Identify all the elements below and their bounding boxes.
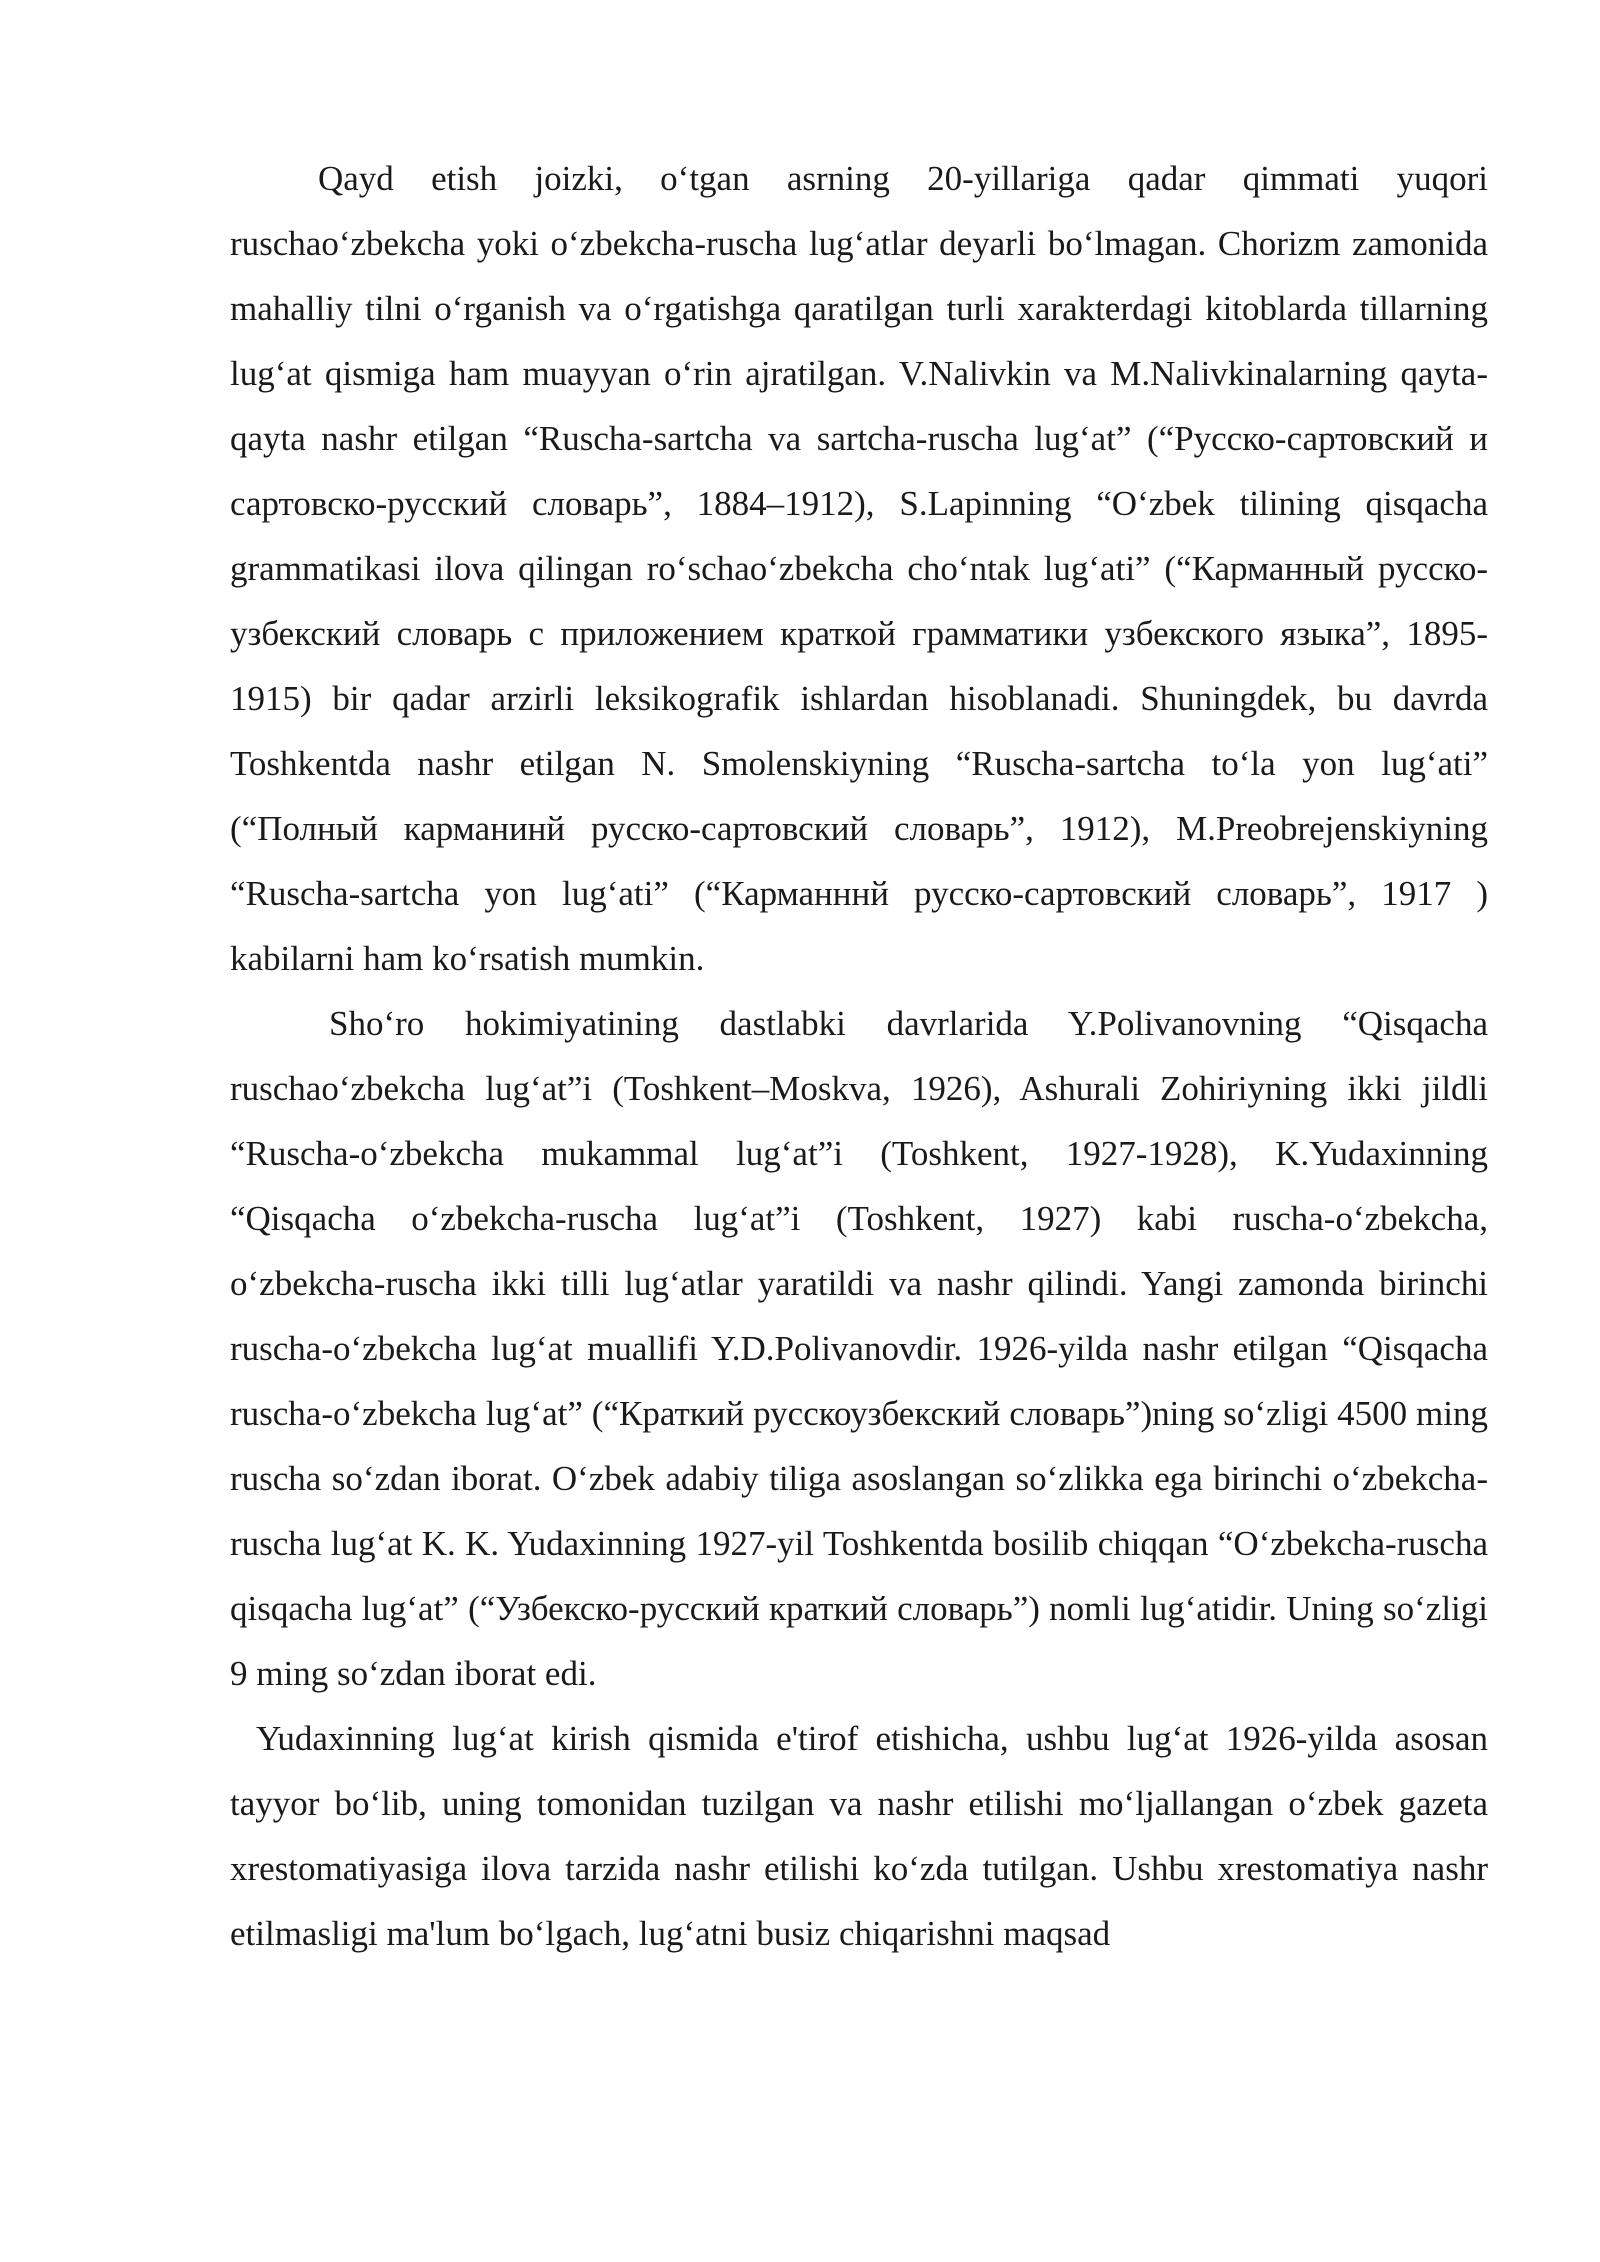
paragraph-1: Qayd etish joizki, o‘tgan asrning 20-yillariga qadar qimmati yuqori ruschao‘zbekcha yoki o‘zbekcha-ruscha lug‘atlar deyarli bo‘lmagan. Chorizm zamonida mahalliy tilni o‘rganish va o‘rgatishga qaratilgan turli xarakterdagi kitoblarda tillarning lug‘at qismiga ham muayyan o‘rin ajratilgan. V.Nalivkin va M.Nalivkinalarning qayta-qayta nashr etilgan “Ruscha-sartcha va sartcha-ruscha lug‘at” (“Русско-сартовский и сартовско-русский словарь”, 1884–1912), S.Lapinning “O‘zbek tilining qisqacha grammatikasi ilova qilingan ro‘schao‘zbekcha cho‘ntak lug‘ati” (“Карманный русско-узбекский словарь с приложением краткой грамматики узбекского языка”, 1895-1915) bir qadar arzirli leksikografik ishlardan hisoblanadi. Shuningdek, bu davrda Toshkentda nashr etilgan N. Smolenskiyning “Ruscha-sartcha to‘la yon lug‘ati” (“Полный карманинй русско-сартовский словарь”, 1912), M.Preobrejenskiyning “Ruscha-sartcha yon lug‘ati” (“Карманннй русско-сартовский словарь”, 1917 ) kabilarni ham ko‘rsatish mumkin. xyxy=(230,159,1488,978)
document-body xyxy=(230,146,1488,1966)
paragraph-3: Yudaxinning lug‘at kirish qismida e'tirof etishicha, ushbu lug‘at 1926-yilda asosan tayyor bo‘lib, uning tomonidan tuzilgan va nashr etilishi mo‘ljallangan o‘zbek gazeta xrestomatiyasiga ilova tarzida nashr etilishi ko‘zda tutilgan. Ushbu xrestomatiya nashr etilmasligi ma'lum bo‘lgach, lug‘atni busiz chiqarishni maqsad xyxy=(230,1719,1488,1953)
paragraph-2: Sho‘ro hokimiyatining dastlabki davrlarida Y.Polivanovning “Qisqacha ruschao‘zbekcha lug‘at”i (Toshkent–Moskva, 1926), Ashurali Zohiriyning ikki jildli “Ruscha-o‘zbekcha mukammal lug‘at”i (Toshkent, 1927-1928), K.Yudaxinning “Qisqacha o‘zbekcha-ruscha lug‘at”i (Toshkent, 1927) kabi ruscha-o‘zbekcha, o‘zbekcha-ruscha ikki tilli lug‘atlar yaratildi va nashr qilindi. Yangi zamonda birinchi ruscha-o‘zbekcha lug‘at muallifi Y.D.Polivanovdir. 1926-yilda nashr etilgan “Qisqacha ruscha-o‘zbekcha lug‘at” (“Краткий русскоузбекский словарь”)ning so‘zligi 4500 ming ruscha so‘zdan iborat. O‘zbek adabiy tiliga asoslangan so‘zlikka ega birinchi o‘zbekcha-ruscha lug‘at K. K. Yudaxinning 1927-yil Toshkentda bosilib chiqqan “O‘zbekcha-ruscha qisqacha lug‘at” (“Узбекско-русский краткий словарь”) nomli lug‘atidir. Uning so‘zligi 9 ming so‘zdan iborat edi. xyxy=(230,1004,1488,1693)
